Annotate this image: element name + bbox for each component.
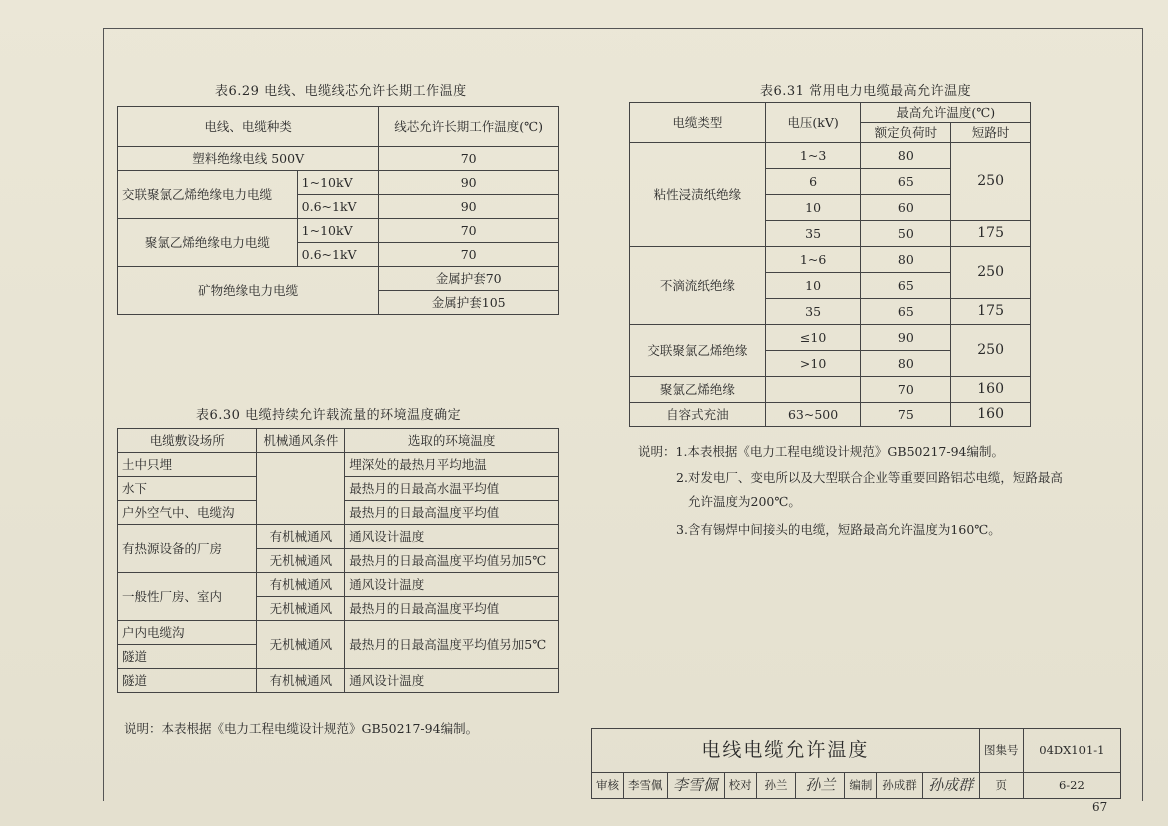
t631-row4-short: 175 (951, 221, 1031, 247)
t631-row4-v: 35 (765, 221, 861, 247)
t631-row1-v: 1~3 (765, 143, 861, 169)
t631-row1-type: 粘性浸渍纸绝缘 (630, 143, 766, 247)
t630-row8-place: 户内电缆沟 (118, 621, 257, 645)
table-6-31-note-2: 2.对发电厂、变电所以及大型联合企业等重要回路铝芯电缆，短路最高 (676, 470, 1063, 485)
page-code: 6-22 (1023, 773, 1120, 799)
t629-row4-sub: 1~10kV (297, 219, 379, 243)
t630-row8-temp: 最热月的日最高温度平均值另加5℃ (345, 621, 559, 669)
t630-row7-vent: 无机械通风 (257, 597, 345, 621)
t630-row1-place: 土中只埋 (118, 453, 257, 477)
t631-row10-type: 聚氯乙烯绝缘 (630, 377, 766, 403)
table-6-31 (629, 102, 1031, 427)
t630-row1-vent (257, 453, 345, 525)
t631-row5-short: 250 (951, 247, 1031, 299)
table-6-31-note-3: 3.含有锡焊中间接头的电缆，短路最高允许温度为160℃。 (676, 522, 1001, 537)
t630-row4-temp: 通风设计温度 (345, 525, 559, 549)
t630-header-place: 电缆敷设场所 (118, 429, 257, 453)
atlas-label: 图集号 (979, 729, 1023, 773)
t631-row7-short: 175 (951, 299, 1031, 325)
title-block-table (591, 728, 1121, 799)
checker-name: 孙兰 (756, 773, 796, 799)
t631-header-rated: 额定负荷时 (861, 123, 951, 143)
t630-row6-temp: 通风设计温度 (345, 573, 559, 597)
t629-row2-temp: 90 (379, 171, 559, 195)
t630-row4-place: 有热源设备的厂房 (118, 525, 257, 573)
t629-row4-temp: 70 (379, 219, 559, 243)
t630-row6-vent: 有机械通风 (257, 573, 345, 597)
t629-row1-type: 塑料绝缘电线 500V (118, 147, 379, 171)
t631-row11-v: 63~500 (765, 403, 861, 427)
check-label: 校对 (724, 773, 756, 799)
t631-row6-v: 10 (765, 273, 861, 299)
t630-row1-temp: 埋深处的最热月平均地温 (345, 453, 559, 477)
t631-row6-rated: 65 (861, 273, 951, 299)
drawing-title: 电线电缆允许温度 (592, 729, 980, 773)
t629-row1-temp: 70 (379, 147, 559, 171)
t631-row1-short: 250 (951, 143, 1031, 221)
t629-header-type: 电线、电缆种类 (118, 107, 379, 147)
t629-row6-type: 矿物绝缘电力电缆 (118, 267, 379, 315)
t631-row7-v: 35 (765, 299, 861, 325)
t631-row10-rated: 70 (861, 377, 951, 403)
t630-row2-temp: 最热月的日最高水温平均值 (345, 477, 559, 501)
t630-row7-temp: 最热月的日最高温度平均值 (345, 597, 559, 621)
table-6-30 (117, 428, 559, 693)
t630-row9-place: 隧道 (118, 645, 257, 669)
t630-row10-place: 隧道 (118, 669, 257, 693)
designer-name: 孙成群 (877, 773, 922, 799)
t629-row5-sub: 0.6~1kV (297, 243, 379, 267)
t629-row6-temp: 金属护套70 (379, 267, 559, 291)
t631-row2-rated: 65 (861, 169, 951, 195)
t631-row1-rated: 80 (861, 143, 951, 169)
t631-row8-rated: 90 (861, 325, 951, 351)
t631-row5-rated: 80 (861, 247, 951, 273)
table-6-29 (117, 106, 559, 315)
t631-header-maxtemp: 最高允许温度(℃) (861, 103, 1031, 123)
t631-header-voltage: 电压(kV) (765, 103, 861, 143)
t630-row2-place: 水下 (118, 477, 257, 501)
t631-row2-v: 6 (765, 169, 861, 195)
review-label: 审核 (592, 773, 624, 799)
t631-row11-type: 自容式充油 (630, 403, 766, 427)
t629-row5-temp: 70 (379, 243, 559, 267)
t631-row8-short: 250 (951, 325, 1031, 377)
table-6-30-caption: 表6.30 电缆持续允许载流量的环境温度确定 (196, 408, 462, 423)
t629-row3-temp: 90 (379, 195, 559, 219)
t630-row3-temp: 最热月的日最高温度平均值 (345, 501, 559, 525)
t630-row3-place: 户外空气中、电缆沟 (118, 501, 257, 525)
table-6-31-caption: 表6.31 常用电力电缆最高允许温度 (760, 84, 972, 99)
t629-row7-temp: 金属护套105 (379, 291, 559, 315)
table-6-31-note-1: 说明：1.本表根据《电力工程电缆设计规范》GB50217-94编制。 (638, 444, 1004, 459)
table-6-31-note-2b: 允许温度为200℃。 (688, 494, 801, 509)
designer-signature: 孙成群 (922, 773, 979, 799)
t630-row10-vent: 有机械通风 (257, 669, 345, 693)
design-label: 编制 (845, 773, 877, 799)
t631-row11-short: 160 (951, 403, 1031, 427)
page-number: 67 (1092, 800, 1108, 814)
table-6-30-note: 说明：本表根据《电力工程电缆设计规范》GB50217-94编制。 (124, 721, 479, 736)
t629-header-temp: 线芯允许长期工作温度(℃) (379, 107, 559, 147)
t631-row5-type: 不滴流纸绝缘 (630, 247, 766, 325)
reviewer-signature: 李雪佩 (667, 773, 724, 799)
checker-signature: 孙兰 (796, 773, 845, 799)
t629-row2-sub: 1~10kV (297, 171, 379, 195)
title-block (591, 728, 1121, 800)
atlas-number: 04DX101-1 (1023, 729, 1120, 773)
t630-row5-temp: 最热月的日最高温度平均值另加5℃ (345, 549, 559, 573)
table-6-29-caption: 表6.29 电线、电缆线芯允许长期工作温度 (215, 84, 467, 99)
t631-row4-rated: 50 (861, 221, 951, 247)
page-label: 页 (979, 773, 1023, 799)
t629-row4-type: 聚氯乙烯绝缘电力电缆 (118, 219, 298, 267)
t629-row3-sub: 0.6~1kV (297, 195, 379, 219)
t631-header-short: 短路时 (951, 123, 1031, 143)
t631-row8-type: 交联聚氯乙烯绝缘 (630, 325, 766, 377)
t631-row10-v (765, 377, 861, 403)
t630-row4-vent: 有机械通风 (257, 525, 345, 549)
t630-row10-temp: 通风设计温度 (345, 669, 559, 693)
t631-row7-rated: 65 (861, 299, 951, 325)
t631-row5-v: 1~6 (765, 247, 861, 273)
t631-header-type: 电缆类型 (630, 103, 766, 143)
t631-row11-rated: 75 (861, 403, 951, 427)
t630-row5-vent: 无机械通风 (257, 549, 345, 573)
t630-header-temp: 选取的环境温度 (345, 429, 559, 453)
t631-row10-short: 160 (951, 377, 1031, 403)
t631-row8-v: ≤10 (765, 325, 861, 351)
t631-row9-rated: 80 (861, 351, 951, 377)
t631-row9-v: >10 (765, 351, 861, 377)
t630-row8-vent: 无机械通风 (257, 621, 345, 669)
t629-row2-type: 交联聚氯乙烯绝缘电力电缆 (118, 171, 298, 219)
t631-row3-v: 10 (765, 195, 861, 221)
t630-row6-place: 一般性厂房、室内 (118, 573, 257, 621)
t630-header-vent: 机械通风条件 (257, 429, 345, 453)
reviewer-name: 李雪佩 (624, 773, 668, 799)
t631-row3-rated: 60 (861, 195, 951, 221)
